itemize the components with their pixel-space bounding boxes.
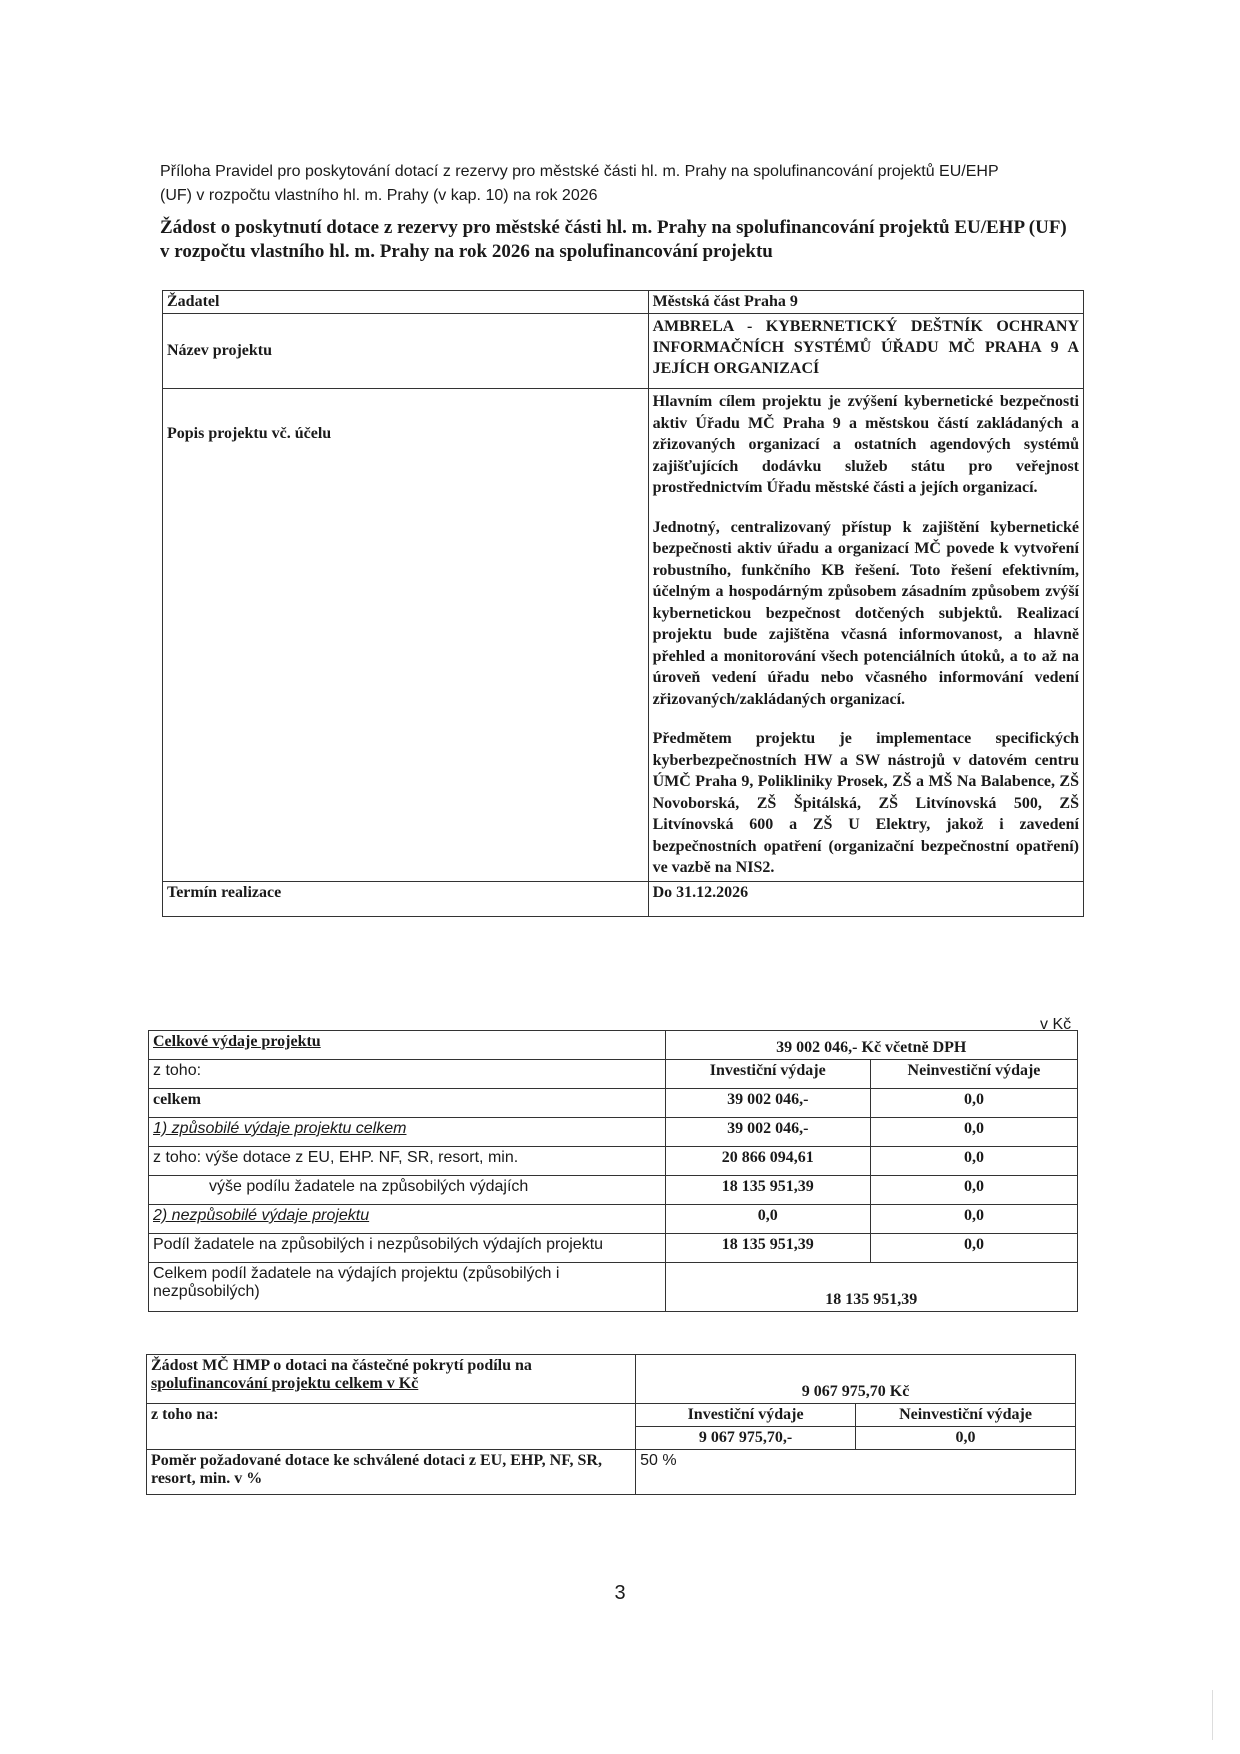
document-title	[160, 216, 1090, 264]
expense-row-label: celkem	[149, 1089, 666, 1118]
expense-row-invest: 18 135 951,39	[665, 1234, 870, 1263]
expense-row	[149, 1089, 1078, 1118]
expense-row	[149, 1234, 1078, 1263]
request-of-which-label: z toho na:	[147, 1404, 636, 1450]
expense-row-label: Podíl žadatele na způsobilých i nezpůsobilých výdajích projektu	[149, 1234, 666, 1263]
of-which-label: z toho:	[149, 1060, 666, 1089]
expense-row-noninvest: 0,0	[870, 1234, 1077, 1263]
project-name-row	[163, 314, 1084, 389]
expense-row-label: výše podílu žadatele na způsobilých výdajích	[149, 1176, 666, 1205]
total-expenses-label: Celkové výdaje projektu	[149, 1031, 666, 1060]
expense-row-label: 1) způsobilé výdaje projektu celkem	[149, 1118, 666, 1147]
intro-line-1: Příloha Pravidel pro poskytování dotací z rezervy pro městské části hl. m. Prahy na spolufinancování projektů EU/EHP	[160, 163, 999, 180]
request-col-noninvest: Neinvestiční výdaje	[856, 1404, 1076, 1427]
request-total-value: 9 067 975,70 Kč	[636, 1355, 1076, 1404]
expense-row-invest: 20 866 094,61	[665, 1147, 870, 1176]
expense-row-noninvest: 0,0	[870, 1089, 1077, 1118]
expense-row-invest: 39 002 046,-	[665, 1089, 870, 1118]
expense-row	[149, 1147, 1078, 1176]
request-label-line-1: Žádost MČ HMP o dotaci na částečné pokrytí podílu na	[151, 1357, 532, 1374]
description-paragraph-3: Předmětem projektu je implementace specifických kyberbezpečnostních HW a SW nástrojů v datovém centru ÚMČ Praha 9, Polikliniky Prosek, ZŠ a MŠ Na Balabence, ZŠ Novoborská, ZŠ Špitálská, ZŠ Litvínovská 500, ZŠ Litvínovská 600 a ZŠ U Elektry, jakož i zavedení bezpečnostních opatření (organizační bezpečnostní opatření) ve vazbě na NIS2.	[652, 730, 1079, 876]
project-description-label: Popis projektu vč. účelu	[163, 389, 649, 882]
project-description-value	[648, 389, 1083, 882]
request-header-row	[147, 1404, 1076, 1427]
scan-artifact-line	[1212, 1690, 1213, 1740]
term-label: Termín realizace	[163, 881, 649, 916]
request-total-label	[147, 1355, 636, 1404]
expense-row-invest: 18 135 951,39	[665, 1176, 870, 1205]
description-paragraph-1: Hlavním cílem projektu je zvýšení kybernetické bezpečnosti aktiv Úřadu MČ Praha 9 a městskou částí zakládaných a zřizovaných organizací a ostatních agendových systémů zajišťujících dodávku služeb státu pro veřejnost prostřednictvím Úřadu městské části a jejích organizací.	[652, 393, 1079, 496]
project-description-row	[163, 389, 1084, 882]
intro-text	[160, 160, 1090, 208]
total-expenses-value: 39 002 046,- Kč včetně DPH	[665, 1031, 1077, 1060]
applicant-share-total-value: 18 135 951,39	[665, 1263, 1077, 1312]
expense-row	[149, 1118, 1078, 1147]
expense-row	[149, 1205, 1078, 1234]
description-paragraph-2: Jednotný, centralizovaný přístup k zajištění kybernetické bezpečnosti aktiv úřadu a organizací MČ povede k vytvoření robustního, funkčního KB řešení. Toto řešení efektivním, účelným a hospodárným způsobem zásadním způsobem zvýší kybernetickou bezpečnost dotčených subjektů. Realizací projektu bude zajištěna včasná informovanost, a hlavně přehled a monitorování všech potenciálních útoků, a to až na úroveň vedení úřadu nebo včasného informování vedení zřizovaných/zakládaných organizací.	[652, 518, 1079, 708]
col-noninvest-header: Neinvestiční výdaje	[870, 1060, 1077, 1089]
request-col-invest: Investiční výdaje	[636, 1404, 856, 1427]
expense-row-label: 2) nezpůsobilé výdaje projektu	[149, 1205, 666, 1234]
title-line-2: v rozpočtu vlastního hl. m. Prahy na rok 2026 na spolufinancování projektu	[160, 241, 773, 262]
expense-row-label: z toho: výše dotace z EU, EHP. NF, SR, resort, min.	[149, 1147, 666, 1176]
request-ratio-value: 50 %	[636, 1450, 1076, 1495]
expense-row-noninvest: 0,0	[870, 1205, 1077, 1234]
project-info-table	[162, 290, 1084, 917]
expense-row-noninvest: 0,0	[870, 1147, 1077, 1176]
grant-request-table	[146, 1354, 1076, 1495]
applicant-share-total-row	[149, 1263, 1078, 1312]
project-name-value: AMBRELA - KYBERNETICKÝ DEŠTNÍK OCHRANY INFORMAČNÍCH SYSTÉMŮ ÚŘADU MČ PRAHA 9 A JEJÍCH ORGANIZACÍ	[648, 314, 1083, 389]
applicant-row	[163, 291, 1084, 314]
expense-row-noninvest: 0,0	[870, 1176, 1077, 1205]
page-number: 3	[614, 1582, 626, 1604]
applicant-label: Žadatel	[163, 291, 649, 314]
request-total-row	[147, 1355, 1076, 1404]
request-label-line-2: spolufinancování projektu celkem v Kč	[151, 1375, 419, 1392]
project-name-label: Název projektu	[163, 314, 649, 389]
request-ratio-row	[147, 1450, 1076, 1495]
expense-row	[149, 1176, 1078, 1205]
expenses-header-row	[149, 1060, 1078, 1089]
total-expenses-row	[149, 1031, 1078, 1060]
intro-line-2: (UF) v rozpočtu vlastního hl. m. Prahy (v kap. 10) na rok 2026	[160, 187, 598, 204]
expense-row-invest: 0,0	[665, 1205, 870, 1234]
applicant-value: Městská část Praha 9	[648, 291, 1083, 314]
applicant-share-total-label: Celkem podíl žadatele na výdajích projektu (způsobilých i nezpůsobilých)	[149, 1263, 666, 1312]
request-noninvest-value: 0,0	[856, 1427, 1076, 1450]
title-line-1: Žádost o poskytnutí dotace z rezervy pro městské části hl. m. Prahy na spolufinancování projektů EU/EHP (UF)	[160, 217, 1067, 238]
expense-row-invest: 39 002 046,-	[665, 1118, 870, 1147]
expense-row-noninvest: 0,0	[870, 1118, 1077, 1147]
request-ratio-label: Poměr požadované dotace ke schválené dotaci z EU, EHP, NF, SR, resort, min. v %	[147, 1450, 636, 1495]
expenses-table	[148, 1030, 1078, 1312]
col-invest-header: Investiční výdaje	[665, 1060, 870, 1089]
term-row	[163, 881, 1084, 916]
term-value: Do 31.12.2026	[648, 881, 1083, 916]
currency-unit: v Kč	[1040, 1016, 1072, 1033]
request-invest-value: 9 067 975,70,-	[636, 1427, 856, 1450]
